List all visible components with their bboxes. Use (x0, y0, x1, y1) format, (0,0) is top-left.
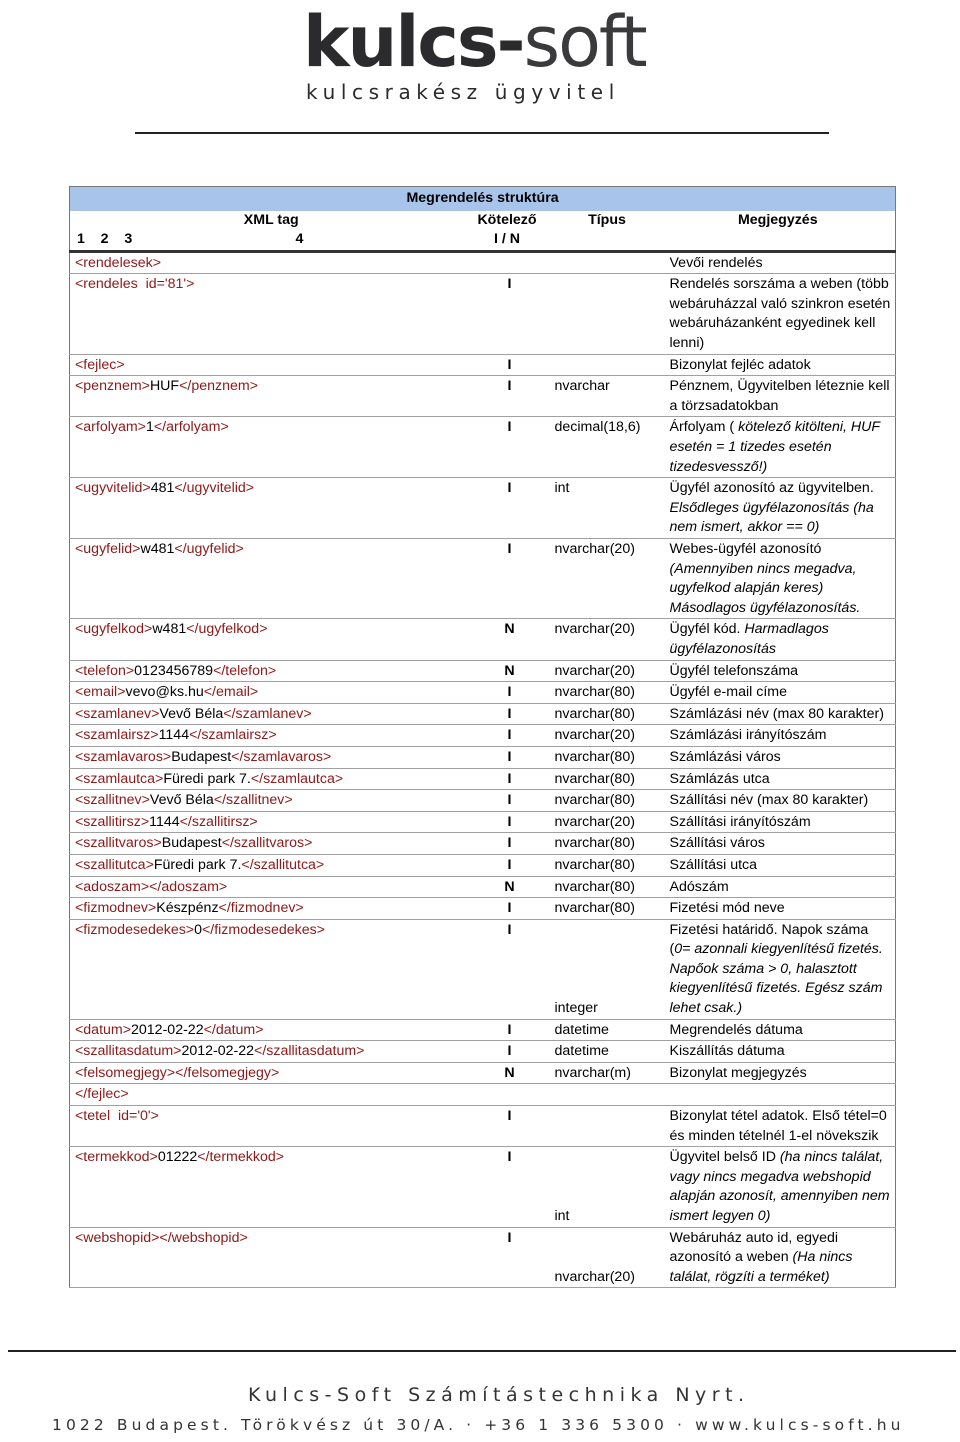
xml-open-tag: <ugyfelkod> (75, 621, 153, 638)
level-1: 1 (77, 231, 85, 248)
xml-tag-cell (70, 876, 465, 898)
note-cell (665, 1019, 896, 1041)
type-cell: nvarchar(20) (550, 811, 665, 833)
note-cell (665, 1041, 896, 1063)
xml-close-tag: </termekkod> (197, 1149, 285, 1166)
xml-open-tag: <szallitvaros> (75, 835, 162, 852)
required-cell (465, 1084, 550, 1106)
xml-open-tag: </fejlec> (75, 1086, 129, 1103)
type-cell: nvarchar(80) (550, 833, 665, 855)
required-cell: I (465, 854, 550, 876)
note-italic-text: kötelező kitölteni, HUF esetén = 1 tizedes esetén tizedesvessző!) (669, 419, 880, 475)
xml-tag-cell (70, 919, 465, 1019)
note-cell (665, 376, 896, 417)
type-cell: nvarchar(80) (550, 898, 665, 920)
xml-open-tag: <szallitirsz> (75, 813, 150, 830)
col-type-subheader (550, 230, 665, 251)
type-cell: datetime (550, 1019, 665, 1041)
note-cell (665, 1062, 896, 1084)
xml-tag-cell (70, 1227, 465, 1288)
xml-close-tag: </webshopid> (159, 1229, 248, 1246)
note-italic-text: (Ha nincs találat, rögzíti a terméket) (669, 1249, 853, 1285)
note-text: Webes-ügyfél azonosító (669, 541, 822, 557)
col-required-subheader: I / N (465, 230, 550, 251)
xml-tag-cell (70, 354, 465, 376)
note-text: Webáruház auto id, egyedi azonosító a weben (669, 1229, 839, 1266)
note-cell (665, 768, 896, 790)
order-structure-table (69, 186, 896, 1288)
note-cell (665, 919, 896, 1019)
type-cell (550, 1106, 665, 1147)
table-row (70, 1019, 896, 1041)
table-row (70, 703, 896, 725)
type-cell: nvarchar(80) (550, 790, 665, 812)
xml-open-tag: <fizmodesedekes> (75, 921, 195, 938)
xml-close-tag: </szamlairsz> (189, 727, 277, 744)
table-row (70, 660, 896, 682)
xml-tag-cell (70, 660, 465, 682)
xml-tag-cell (70, 376, 465, 417)
col-note-subheader (665, 230, 896, 251)
xml-value: vevo@ks.hu (125, 684, 204, 701)
level-numbers (70, 230, 465, 251)
footer-address: 1022 Budapest. Törökvész út 30/A. · +36 1 336 5300 · www.kulcs-soft.hu (52, 1416, 905, 1434)
note-cell (665, 811, 896, 833)
required-cell: I (465, 1041, 550, 1063)
note-italic-text: Elsődleges ügyfélazonosítás (ha nem ismert, akkor == 0) (669, 499, 874, 536)
note-text: Pénznem, Ügyvitelben léteznie kell a törzsadatokban (669, 378, 890, 414)
footer-divider (8, 1350, 956, 1352)
table-row (70, 251, 896, 274)
xml-close-tag: </arfolyam> (153, 419, 229, 436)
note-text: Ügyfél kód. (669, 621, 745, 638)
required-cell (465, 251, 550, 274)
xml-tag-cell (70, 768, 465, 790)
note-text: Számlázási irányítószám (669, 727, 827, 744)
type-cell: nvarchar(80) (550, 876, 665, 898)
xml-open-tag: <tetel id='0'> (75, 1108, 159, 1125)
col-xml-tag-label: XML tag (243, 211, 299, 228)
type-cell: nvarchar(80) (550, 768, 665, 790)
note-text: Ügyfél telefonszáma (669, 662, 799, 679)
required-cell: I (465, 919, 550, 1019)
xml-close-tag: </penznem> (179, 378, 258, 395)
xml-close-tag: </adoszam> (149, 878, 228, 895)
note-text: Fizetési mód neve (669, 900, 785, 917)
table-body (70, 251, 896, 1288)
table-row (70, 376, 896, 417)
type-cell: integer (550, 919, 665, 1019)
xml-tag-cell (70, 725, 465, 747)
table-row (70, 854, 896, 876)
required-cell: I (465, 478, 550, 539)
xml-close-tag: </ugyfelkod> (186, 621, 268, 638)
required-cell: I (465, 1019, 550, 1041)
required-cell: I (465, 790, 550, 812)
xml-close-tag: </szallitasdatum> (254, 1043, 365, 1060)
note-cell (665, 539, 896, 619)
note-cell (665, 274, 896, 354)
required-cell: N (465, 1062, 550, 1084)
xml-open-tag: <szallitutca> (75, 856, 154, 873)
xml-close-tag: </szallitirsz> (179, 813, 258, 830)
xml-value: 1 (145, 419, 154, 436)
table-row (70, 417, 896, 478)
note-cell (665, 1106, 896, 1147)
level-3: 3 (124, 231, 133, 248)
required-cell: I (465, 811, 550, 833)
note-italic-text: 0= azonnali kiegyenlítésű fizetés. Napőok száma > 0, halasztott kiegyenlítésű fizetés. Egész szám lehet csak.) (669, 941, 883, 1017)
xml-open-tag: <szallitnev> (75, 792, 150, 809)
xml-open-tag: <arfolyam> (75, 419, 146, 436)
note-text: Árfolyam ( (669, 419, 739, 436)
xml-close-tag: </datum> (203, 1021, 264, 1038)
xml-open-tag: <szamlavaros> (75, 748, 172, 765)
xml-tag-cell (70, 478, 465, 539)
note-text: Szállítási város (669, 835, 765, 852)
table-row (70, 682, 896, 704)
required-cell: N (465, 876, 550, 898)
xml-close-tag: </fizmodnev> (218, 900, 304, 917)
type-cell (550, 1084, 665, 1106)
note-text: Vevői rendelés (669, 254, 763, 271)
table-row (70, 746, 896, 768)
xml-open-tag: <szamlanev> (75, 705, 160, 722)
xml-open-tag: <szamlautca> (75, 770, 164, 787)
xml-tag-cell (70, 682, 465, 704)
xml-tag-cell (70, 1041, 465, 1063)
table-row (70, 1147, 896, 1227)
xml-open-tag: <rendeles id='81'> (75, 276, 195, 293)
required-cell: N (465, 660, 550, 682)
brand-tagline: kulcsrakész ügyvitel (306, 80, 620, 104)
note-text: Szállítási irányítószám (669, 813, 811, 830)
table-row (70, 1227, 896, 1288)
note-cell (665, 854, 896, 876)
xml-open-tag: <termekkod> (75, 1149, 158, 1166)
note-text: Bizonylat fejléc adatok (669, 356, 811, 373)
xml-value: Füredi park 7. (163, 770, 251, 787)
required-cell: I (465, 833, 550, 855)
type-cell: nvarchar(80) (550, 682, 665, 704)
required-cell: I (465, 703, 550, 725)
xml-value: 2012-02-22 (181, 1043, 255, 1060)
xml-tag-cell (70, 746, 465, 768)
xml-tag-cell (70, 790, 465, 812)
note-italic-text: (ha nincs találat, vagy nincs megadva webshopid alapján azonosít, amennyiben nem ismert legyen 0) (669, 1149, 890, 1224)
xml-value: 0 (194, 921, 202, 938)
required-cell: I (465, 354, 550, 376)
logo-main-light-text: soft (523, 1, 646, 83)
required-cell: I (465, 768, 550, 790)
xml-value: w481 (152, 621, 187, 638)
note-cell (665, 354, 896, 376)
xml-open-tag: <ugyvitelid> (75, 480, 151, 497)
required-cell: N (465, 619, 550, 660)
xml-tag-cell (70, 703, 465, 725)
xml-value: 1144 (158, 727, 190, 744)
required-cell: I (465, 274, 550, 354)
type-cell: nvarchar(80) (550, 703, 665, 725)
table-row (70, 1084, 896, 1106)
col-note-header: Megjegyzés (665, 211, 896, 231)
note-cell (665, 619, 896, 660)
xml-close-tag: </ugyvitelid> (174, 480, 255, 497)
note-cell (665, 898, 896, 920)
xml-open-tag: <email> (75, 684, 126, 701)
note-italic-text: Harmadlagos ügyfélazonosítás (669, 621, 829, 657)
required-cell: I (465, 746, 550, 768)
logo-main-text: kulcs- (303, 1, 524, 83)
note-text: Ügyfél e-mail címe (669, 684, 787, 701)
xml-value: Budapest (161, 835, 222, 852)
required-cell: I (465, 539, 550, 619)
xml-value: 1144 (149, 813, 180, 830)
xml-close-tag: </fizmodesedekes> (201, 921, 326, 938)
type-cell: nvarchar(20) (550, 619, 665, 660)
required-cell: I (465, 1106, 550, 1147)
xml-open-tag: <rendelesek> (75, 254, 161, 271)
note-text: Számlázás utca (669, 770, 770, 787)
xml-close-tag: </szamlavaros> (231, 748, 332, 765)
type-cell: nvarchar(20) (550, 1227, 665, 1288)
table-row (70, 768, 896, 790)
xml-tag-cell (70, 1147, 465, 1227)
col-xml-tag-header (70, 211, 465, 231)
type-cell: nvarchar(80) (550, 854, 665, 876)
type-cell (550, 251, 665, 274)
note-text: Megrendelés dátuma (669, 1021, 803, 1038)
col-required-header: Kötelező (465, 211, 550, 231)
brand-header (0, 0, 960, 140)
xml-value: w481 (140, 541, 175, 557)
required-cell: I (465, 725, 550, 747)
table-row (70, 790, 896, 812)
xml-tag-cell (70, 811, 465, 833)
note-cell (665, 251, 896, 274)
note-cell (665, 478, 896, 539)
note-text: Kiszállítás dátuma (669, 1043, 785, 1060)
required-cell: I (465, 376, 550, 417)
table-row (70, 1062, 896, 1084)
note-text: Bizonylat tétel adatok. Első tétel=0 és minden tételnél 1-el növekszik (669, 1108, 887, 1144)
table-title: Megrendelés struktúra (70, 187, 896, 211)
brand-logo (303, 2, 646, 82)
note-cell (665, 417, 896, 478)
level-4: 4 (295, 231, 304, 248)
type-cell: nvarchar(20) (550, 660, 665, 682)
xml-value: Vevő Béla (159, 705, 224, 722)
note-text: Számlázási név (max 80 karakter) (669, 705, 884, 722)
xml-tag-cell (70, 854, 465, 876)
required-cell: I (465, 682, 550, 704)
note-cell (665, 746, 896, 768)
type-cell: nvarchar(20) (550, 725, 665, 747)
xml-tag-cell (70, 619, 465, 660)
xml-tag-cell (70, 1019, 465, 1041)
xml-close-tag: </email> (203, 684, 259, 701)
xml-tag-cell (70, 1106, 465, 1147)
xml-open-tag: <webshopid> (75, 1229, 160, 1246)
xml-open-tag: <szamlairsz> (75, 727, 159, 744)
level-2: 2 (100, 231, 109, 248)
type-cell: nvarchar(20) (550, 539, 665, 619)
xml-open-tag: <penznem> (75, 378, 150, 395)
xml-open-tag: <telefon> (75, 662, 135, 679)
required-cell: I (465, 1227, 550, 1288)
note-cell (665, 660, 896, 682)
xml-value: 0123456789 (134, 662, 214, 679)
table-row (70, 619, 896, 660)
xml-value: 481 (150, 480, 175, 497)
xml-close-tag: </ugyfelid> (174, 541, 244, 557)
type-cell: nvarchar(m) (550, 1062, 665, 1084)
xml-open-tag: <felsomegjegy> (75, 1064, 176, 1081)
note-cell (665, 790, 896, 812)
table-row (70, 898, 896, 920)
type-cell (550, 274, 665, 354)
type-cell: int (550, 478, 665, 539)
table-row (70, 1106, 896, 1147)
xml-tag-cell (70, 833, 465, 855)
xml-value: Készpénz (156, 900, 219, 917)
xml-open-tag: <adoszam> (75, 878, 150, 895)
xml-close-tag: </szallitvaros> (221, 835, 313, 852)
xml-value: 01222 (157, 1149, 198, 1166)
header-divider (135, 132, 829, 134)
table-row (70, 539, 896, 619)
note-cell (665, 725, 896, 747)
required-cell: I (465, 898, 550, 920)
xml-open-tag: <fejlec> (75, 356, 125, 373)
xml-close-tag: </szallitutca> (241, 856, 325, 873)
note-cell (665, 833, 896, 855)
table-row (70, 876, 896, 898)
table-row (70, 274, 896, 354)
note-cell (665, 1084, 896, 1106)
note-cell (665, 1227, 896, 1288)
note-text: Szállítási név (max 80 karakter) (669, 792, 869, 809)
table-row (70, 478, 896, 539)
table-row (70, 811, 896, 833)
note-cell (665, 703, 896, 725)
type-cell (550, 354, 665, 376)
note-cell (665, 876, 896, 898)
xml-tag-cell (70, 417, 465, 478)
table-row (70, 1041, 896, 1063)
xml-close-tag: </felsomegjegy> (175, 1064, 280, 1081)
footer-company: Kulcs-Soft Számítástechnika Nyrt. (248, 1384, 750, 1406)
col-type-header: Típus (550, 211, 665, 231)
note-text: Rendelés sorszáma a weben (több webáruházzal való szinkron esetén webáruházanként egyedinek kell lenni) (669, 276, 891, 352)
table-level-row (70, 230, 896, 251)
xml-close-tag: </telefon> (213, 662, 277, 679)
type-cell: decimal(18,6) (550, 417, 665, 478)
xml-close-tag: </szamlautca> (250, 770, 344, 787)
note-text: Ügyvitel belső ID (669, 1149, 780, 1166)
note-text: Fizetési határidő. Napok száma ( (669, 921, 869, 958)
table-row (70, 919, 896, 1019)
xml-value: Füredi park 7. (153, 856, 242, 873)
table-header-row (70, 211, 896, 231)
table-row (70, 725, 896, 747)
type-cell: int (550, 1147, 665, 1227)
xml-close-tag: </szallitnev> (213, 792, 293, 809)
xml-tag-cell (70, 1084, 465, 1106)
note-cell (665, 682, 896, 704)
note-text: Szállítási utca (669, 856, 758, 873)
note-cell (665, 1147, 896, 1227)
xml-tag-cell (70, 274, 465, 354)
note-text: Számlázási város (669, 748, 781, 765)
type-cell: nvarchar (550, 376, 665, 417)
xml-tag-cell (70, 539, 465, 619)
xml-value: 2012-02-22 (131, 1021, 204, 1038)
xml-open-tag: <szallitasdatum> (75, 1043, 182, 1060)
required-cell: I (465, 1147, 550, 1227)
type-cell: datetime (550, 1041, 665, 1063)
table-title-row (70, 187, 896, 211)
xml-open-tag: <ugyfelid> (75, 541, 141, 557)
xml-tag-cell (70, 1062, 465, 1084)
xml-value: HUF (149, 378, 180, 395)
note-text: Adószám (669, 878, 729, 895)
note-text: Ügyfél azonosító az ügyvitelben. (669, 480, 874, 497)
table-row (70, 354, 896, 376)
xml-tag-cell (70, 251, 465, 274)
xml-close-tag: </szamlanev> (223, 705, 312, 722)
xml-value: Vevő Béla (149, 792, 214, 809)
required-cell: I (465, 417, 550, 478)
xml-tag-cell (70, 898, 465, 920)
note-italic-text: (Amennyiben nincs megadva, ugyfelkod alapján keres) Másodlagos ügyfélazonosítás. (669, 560, 861, 616)
type-cell: nvarchar(80) (550, 746, 665, 768)
table-row (70, 833, 896, 855)
xml-open-tag: <fizmodnev> (75, 900, 157, 917)
note-text: Bizonylat megjegyzés (669, 1064, 807, 1081)
xml-open-tag: <datum> (75, 1021, 132, 1038)
xml-value: Budapest (171, 748, 232, 765)
